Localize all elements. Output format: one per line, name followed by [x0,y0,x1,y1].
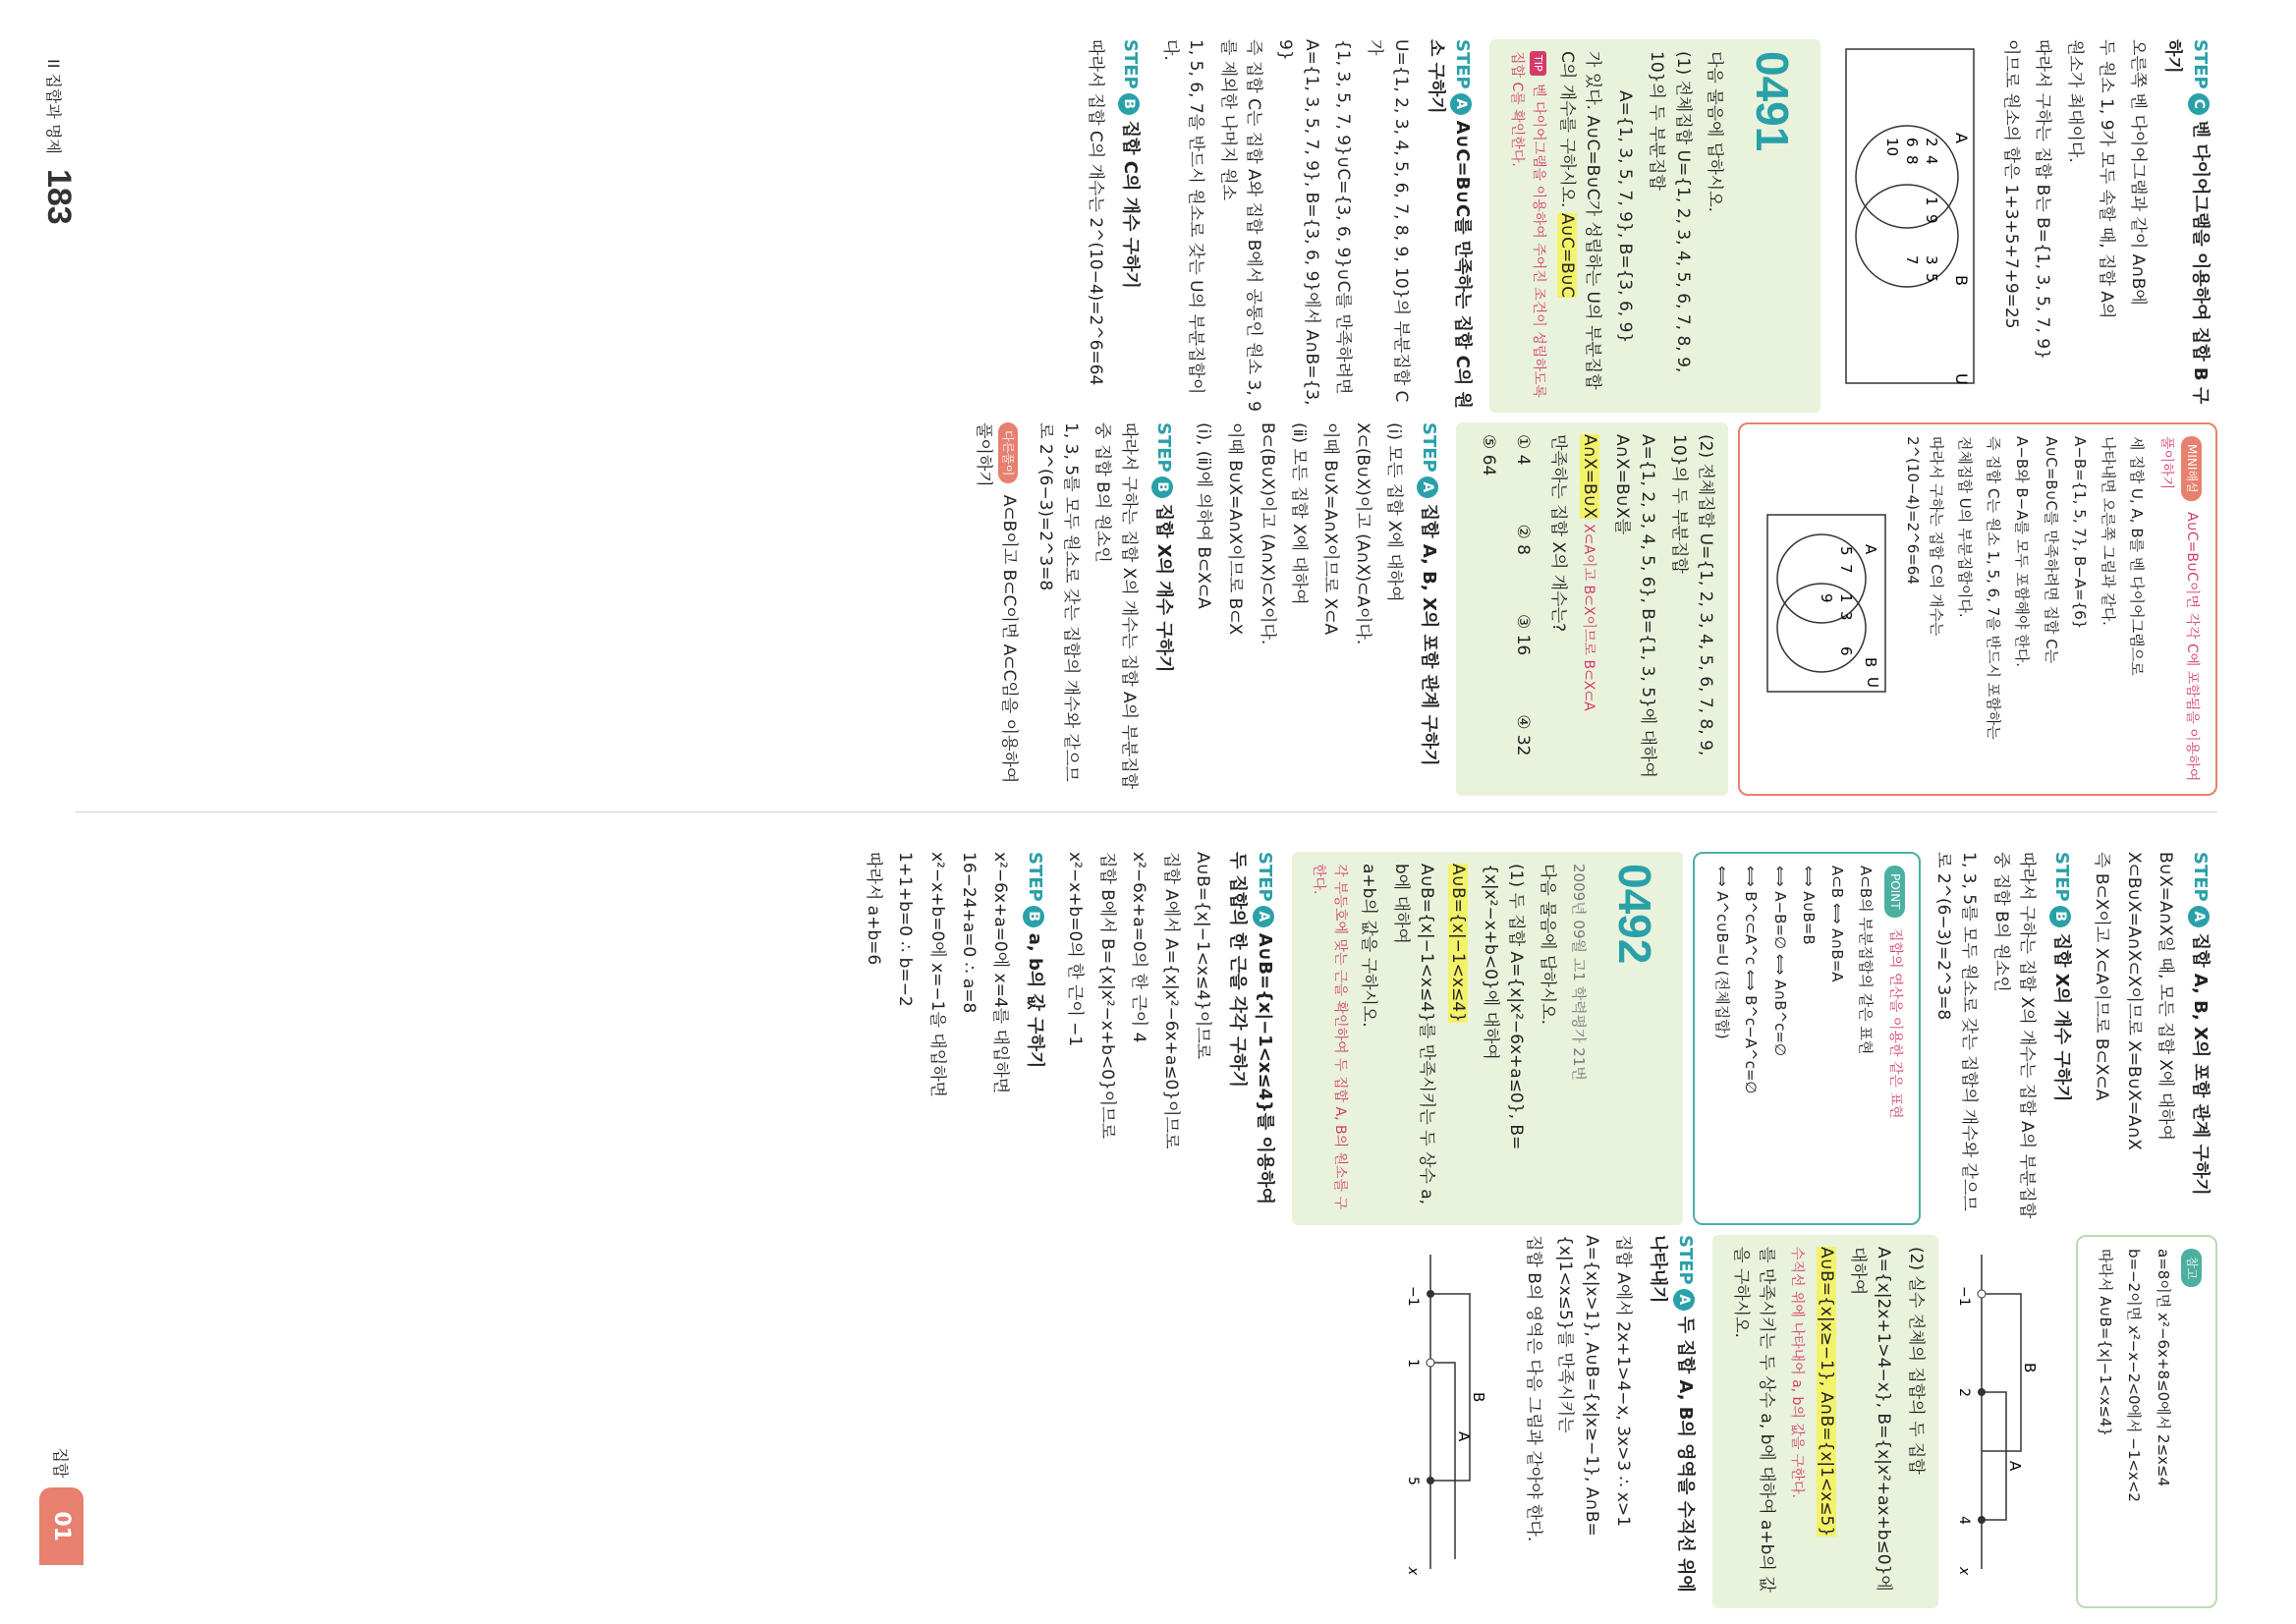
venn-element-both: 9 [1923,214,1941,224]
point-title-row [1882,866,1908,1211]
step-label: STEP [1452,39,1474,89]
solution-line: B⊂(B∪X)이고 (A∩X)⊂X이다. [1257,422,1277,645]
number-line-2-tick-2: 5 [1404,1477,1421,1485]
solution-line: 즉 B⊂X이고 X⊂A이므로 B⊂X⊂A [2092,852,2112,1101]
number-line-1-point-minus1 [1978,1290,1986,1298]
note-title-row [2180,1249,2206,1595]
number-line-2-a-range [1430,1363,1455,1559]
mini-line: A−B와 B−A를 모두 포함해야 한다. [2013,436,2032,667]
question-2-tip: X⊂A이고 B⊂X이므로 B⊂X⊂A [1581,524,1597,711]
step-label: STEP [1674,1235,1696,1285]
solution-line: A∪B={x|−1<x≤4}이므로 [1192,852,1212,1060]
q0492-2-tip: 수직선 위에 나타내어 a, b의 값을 구한다. [1789,1247,1806,1498]
number-line-1-b-label: B [2020,1363,2039,1373]
problem-source: 2009년 09월 고1 학력평가 21번 [1569,864,1588,1081]
page-number: 183 [40,168,78,225]
solution-line: 따라서 구하는 집합 X의 개수는 집합 A의 부분집합 중 집합 B의 원소인 [1092,422,1139,790]
step-header [1644,1235,1699,1608]
problem-0491-box [1489,39,1820,413]
venn-element-a-only: 6 [1903,138,1922,147]
solution-line: x²−x+b=0에 x=−1을 대입하면 [926,852,947,1097]
question-2-line: (2) 전체집합 U={1, 2, 3, 4, 5, 6, 7, 8, 9, 10}의 두 부분집합 [1669,434,1715,756]
solution-line: 이때 B∪X=A∩X이므로 B⊂X [1225,422,1246,636]
number-line-2-b-label: B [1469,1392,1487,1403]
question-2-sets [1608,434,1660,784]
mini-solution-box [1738,422,2217,796]
step-letter-badge: A [1450,93,1472,115]
step-c-block [1998,39,2214,413]
step-letter-badge: C [2188,93,2210,115]
solution-line: 1+1+b=0 ∴ b=−2 [895,852,916,1007]
solution-line: (ⅰ) 모든 집합 X에 대하여 [1384,422,1405,602]
mini-line: A∪C=B∪C를 만족하려면 집합 C는 [2042,436,2060,664]
step-header [1149,422,1177,796]
answer-choice[interactable]: ③ 16 [1512,613,1533,656]
number-line-2-tick-1: 1 [1404,1359,1421,1368]
mini-line: 전체집합 U의 부분집합이다. [1955,436,1974,618]
solution-line: 따라서 집합 C의 개수는 2^(10−4)=2^6=64 [1085,39,1105,386]
note-line: a=8이면 x²−6x+8≤0에서 2≤x≤4 [2154,1249,2172,1487]
problem-0491-2-box [1456,422,1728,796]
solution-line: 따라서 구하는 집합 B는 B={1, 3, 5, 7, 9} [2033,39,2053,360]
venn-element-b-only: 5 [1923,273,1941,283]
step-title: 집합 A, B, X의 포함 관계 구하기 [2190,932,2211,1196]
solution-line: 집합 B의 영역은 다음 그림과 같아야 한다. [1524,1235,1543,1542]
q0492-highlight: A∪B={x|−1<x≤4} [1448,864,1469,1023]
alt-solution-row [971,422,1023,796]
answer-choice[interactable]: ④ 32 [1512,714,1533,756]
step-label: STEP [1152,422,1174,473]
venn-element-b-only: 6 [1837,646,1856,656]
solution-0492-steps [861,852,1278,1225]
step-header [2158,39,2213,413]
note-line: b=−2이면 x²−x−2<0에서 −1<x<2 [2125,1249,2144,1502]
column-0492-part2 [1386,1235,2227,1608]
question-1-sets: A={1, 3, 5, 7, 9}, B={3, 6, 9} [1614,90,1635,344]
step-header [2186,852,2213,1225]
tip-row [1505,51,1547,401]
solution-line: 따라서 구하는 집합 X의 개수는 집합 A의 부분집합 중 집합 B의 원소인 [1990,852,2038,1219]
solution-0491-count [1082,39,1143,413]
number-line-1-a-label: A [2005,1461,2024,1472]
tip-text: 벤 다이어그램을 이용하여 주어진 조건이 성립하도록 집합 C를 확인한다. [1509,51,1546,398]
number-line-2-tick-0: −1 [1404,1286,1421,1307]
problem-number: 0491 [1747,51,1799,152]
chapter-tab: 01 [39,1487,84,1565]
q0492-2-cond-row [1813,1247,1838,1596]
solution-line: X⊂B∪X=A∩X⊂X이므로 X=B∪X=A∩X [2123,852,2144,1150]
point-line: ⟺ B^c⊂A^c ⟺ B^c−A^c=∅ [1742,866,1761,1094]
question-1-line: (1) 전체집합 U={1, 2, 3, 4, 5, 6, 7, 8, 9, 10}의 두 부분집합 [1647,51,1693,373]
problem-0492-box [1292,852,1683,1225]
number-line-1-b-range [1982,1294,2021,1451]
solution-0491-steps [1157,39,1477,413]
problem-prompt-0492: 다음 물음에 답하시오. [1538,864,1558,1026]
step-label: STEP [2051,852,2073,902]
mini-lines [1901,436,2148,782]
solution-line: 1, 3, 5를 모두 원소로 갖는 집합의 개수와 같으므로 2^(6−3)=2^3=8 [1035,422,1082,782]
venn-universe-label: U [1952,373,1972,385]
chapter-label: 집합 [51,1447,70,1479]
number-line-1-axis-label: x [1955,1567,1972,1576]
question-1-highlight: A∪C=B∪C [1557,212,1578,299]
answer-choice[interactable]: ② 8 [1512,524,1533,555]
step-label: STEP [1254,852,1275,902]
number-line-2-axis-label: x [1404,1567,1421,1576]
note-box [2076,1235,2217,1608]
point-lines [1710,866,1877,1211]
number-line-1-tick-1: 2 [1955,1388,1972,1397]
question-2-ask: 만족하는 집합 X의 개수는? [1548,434,1568,633]
q0492-line: (1) 두 집합 A={x|x²−6x+a≤0}, B={x|x²−x+b<0}에 대하여 [1480,864,1527,1150]
mini-line: 세 집합 U, A, B를 벤 다이어그램으로 [2128,436,2147,676]
step-title: a, b의 값 구하기 [1025,932,1046,1069]
venn-diagram-2 [1758,436,1895,770]
q0492-tip: 각 부등호에 맞는 근을 확인하여 두 집합 A, B의 원소를 구한다. [1311,864,1349,1210]
column-0491-part2 [965,422,2227,796]
solution-line: (ⅱ) 모든 집합 X에 대하여 [1289,422,1310,605]
point-line: A⊂B ⟺ A∩B=A [1828,866,1847,982]
venn-diagram-1 [1837,39,1985,393]
solution-line: 즉 집합 C는 집합 A와 집합 B에서 공통인 원소 3, 9를 제외한 나머지 원소 [1217,39,1263,412]
q0492-2-ask: 를 만족시키는 두 상수 a, b에 대하여 a+b의 값을 구하시오. [1731,1247,1777,1593]
question-1-ask [1554,51,1606,401]
problem-number-0492: 0492 [1608,864,1660,965]
problem-0492-2-box [1712,1235,1938,1608]
step-label: STEP [2190,852,2211,902]
step-letter-badge: A [1253,906,1274,927]
venn-element-b-only: 3 [1923,255,1941,265]
note-lines [2094,1249,2174,1595]
q0492-2-sets: A={x|2x+1>4−x}, B={x|x²+ax+b≤0}에 대하여 [1847,1247,1894,1592]
column-0492 [855,852,2227,1225]
step-label: STEP [1418,422,1439,473]
venn-circle-b [1857,185,1959,287]
solution-line: {1, 3, 5, 7, 9}∪C={3, 6, 9}∪C를 만족하려면 [1332,39,1353,395]
step-title: 집합 X의 개수 구하기 [2051,932,2073,1102]
venn2-numbers [1818,546,1855,656]
alt-solution-text: A⊂B이고 B⊂C이면 A⊂C임을 이용하여 풀이하기 [974,422,1020,784]
step-title: 벤 다이어그램을 이용하여 집합 B 구하기 [2162,39,2211,405]
mini-line: 즉 집합 C는 원소 1, 5, 6, 7을 반드시 포함하는 [1985,436,2003,740]
number-line-2-point-1 [1427,1359,1434,1367]
solution-line: 16−24+a=0 ∴ a=8 [958,852,979,1014]
venn-element-a-only: 2 [1923,138,1941,147]
point-line: A⊂B의 부분집합의 같은 표현 [1857,866,1876,1055]
solution-line: x²−6x+a=0의 한 근이 4 [1129,852,1149,1043]
step-header [1422,39,1477,413]
step-label: STEP [2190,39,2211,89]
step-letter-badge: B [2049,906,2071,927]
note-badge: 참고 [2181,1249,2202,1287]
point-badge: POINT [1884,866,1905,918]
step-title: 집합 X의 개수 구하기 [1152,503,1174,673]
point-box [1693,852,1921,1225]
answer-choices [1476,434,1536,784]
answer-choice[interactable]: ⑤ 64 [1479,434,1499,476]
venn-element-both: 9 [1818,593,1836,603]
point-line: ⟺ A∪B=B [1799,866,1818,945]
point-line: ⟺ A−B=∅ ⟺ A∩B^c=∅ [1770,866,1789,1057]
solution-line: 이므로 원소의 합은 1+3+5+7+9=25 [2000,39,2021,329]
solution-line: X⊂(B∪X)이고 (A∩X)⊂A이다. [1352,422,1372,645]
solution-line: A={x|x>1}, A∪B={x|x≥−1}, A∩B={x|1<x≤5}를 만족시키는 [1555,1235,1601,1537]
venn-element-both: 3 [1837,611,1856,621]
question-2-highlight: A∩X=B∪X [1580,434,1600,519]
step-letter-badge: A [1417,476,1438,498]
step-letter-badge: A [1673,1289,1695,1311]
venn-element-a-only: 7 [1837,564,1856,574]
solution-line: 1, 5, 6, 7을 반드시 원소로 갖는 U의 부분집합이다. [1159,39,1206,395]
solution-line: 두 원소 1, 9가 모두 속할 때, 집합 A의 [2096,39,2116,319]
footer-left [39,59,78,225]
step-letter-badge: B [1118,93,1140,115]
step-label: STEP [1119,39,1141,89]
solution-0492-2-steps [1521,1235,1699,1608]
step-header [2047,852,2075,1225]
q0492-2-line: (2) 실수 전체의 집합의 두 집합 [1905,1247,1926,1475]
venn-element-both: 1 [1837,593,1856,603]
solution-line: x²−6x+a=0에 x=4를 대입하면 [990,852,1011,1094]
venn2-universe-label: U [1864,677,1882,688]
solution-0491-2-steps [1032,422,1442,796]
q0492-line-c: a+b의 값을 구하시오. [1359,864,1379,1028]
mini-line: A−B={1, 5, 7}, B−A={6} [2070,436,2089,630]
question-2-sets-text: A={1, 2, 3, 4, 5, 6}, B={1, 3, 5}에 대하여 A∩X=B∪X를 [1611,434,1658,778]
solution-line: U={1, 2, 3, 4, 5, 6, 7, 8, 9, 10}의 부분집합 C가 [1365,39,1411,403]
step-header [1223,852,1278,1225]
step-header [1116,39,1144,413]
footer-right [39,1447,84,1565]
solution-line: A={1, 3, 5, 7, 9}, B={3, 6, 9}에서 A∩B={3, 9} [1275,39,1321,406]
number-line-1-tick-0: −1 [1955,1286,1972,1307]
number-line-2-b-range [1430,1294,1470,1481]
q0492-2-cond: A∪B={x|x≥−1}, A∩B={x|1<x≤5} [1816,1247,1836,1538]
step-title: 집합 A, B, X의 포함 관계 구하기 [1418,503,1439,766]
step-label: STEP [1025,852,1046,902]
note-line: 따라서 A∪B={x|−1<x≤4} [2097,1249,2115,1437]
solution-line: 집합 A에서 A={x|x²−6x+a≤0}이므로 [1160,852,1181,1149]
point-line: ⟺ A^c∪B=U (전체집합) [1713,866,1732,1039]
solution-line: 이때 B∪X=A∩X이므로 X⊂A [1320,422,1341,636]
solution-line: 집합 B에서 B={x|x²−x+b<0}이므로 [1096,852,1117,1140]
venn-element-a-only: 5 [1837,546,1856,556]
column-0491 [1076,39,2227,413]
number-line-2-a-label: A [1454,1431,1473,1442]
venn-label-a: A [1952,133,1972,143]
step-header [1415,422,1442,796]
number-line-2-point-5 [1427,1477,1434,1484]
mini-badge: MINI해설 [2181,436,2202,501]
step-letter-badge: B [1023,906,1044,927]
mini-line: 따라서 구하는 집합 C의 개수는 2^(10−4)=2^6=64 [1904,436,1945,637]
number-line-1-point-4 [1978,1516,1986,1524]
point-title: 집합의 연산을 이용한 같은 표현 [1886,927,1903,1119]
solution-line: B∪X=A∩X일 때, 모든 집합 X에 대하여 [2156,852,2176,1142]
solution-line: 집합 A에서 2x+1>4−x, 3x>3 ∴ x>1 [1613,1235,1634,1527]
venn-element-a-only: 10 [1883,138,1902,157]
venn-element-both: 1 [1923,196,1941,206]
venn2-label-b: B [1862,657,1880,668]
tip-badge: TIP [1530,51,1546,76]
venn2-label-a: A [1862,544,1880,555]
answer-choice[interactable]: ① 4 [1512,434,1533,466]
solution-line: 1, 3, 5를 모두 원소로 갖는 집합의 개수와 같으므로 2^(6−3)=2^3=8 [1933,852,1980,1211]
stepA-bottom-block [1931,852,2213,1225]
venn-element-a-only: 4 [1923,155,1941,165]
venn-element-b-only: 7 [1903,255,1922,265]
venn-element-a-only: 8 [1903,155,1922,165]
number-line-1 [1952,1235,2060,1589]
page-half-0492 [0,812,2296,1624]
step-header [1021,852,1048,1225]
number-line-1-tick-2: 4 [1955,1516,1972,1525]
mini-line: 나타내면 오른쪽 그림과 같다. [2100,436,2118,626]
step-title: 두 집합 A, B의 영역을 수직선 위에 나타내기 [1647,1235,1696,1593]
number-line-2 [1401,1235,1509,1589]
mini-title-row [2154,436,2206,782]
mini-title: A∪C=B∪C이면 각각 C에 포함됨을 이용하여 풀이하기 [2157,436,2200,782]
step-title: A∪B={x|−1<x≤4}를 이용하여 두 집합의 한 근을 각각 구하기 [1226,852,1275,1205]
venn-label-b: B [1952,275,1972,286]
number-line-1-point-2 [1978,1388,1986,1396]
solution-line: (ⅰ), (ⅱ)에 의하여 B⊂X⊂A [1194,422,1214,609]
q0492-highlight-row [1445,864,1471,1213]
step-title: A∪C=B∪C를 만족하는 집합 C의 원소 구하기 [1425,39,1474,409]
step-letter-badge: A [2188,906,2210,927]
step-title: 집합 C의 개수 구하기 [1119,120,1141,289]
alt-solution-badge: 다른풀이 [998,422,1019,483]
number-line-1-a-range [1982,1392,2006,1520]
solution-line: 원소가 최대이다. [2064,39,2085,163]
number-line-2-point-minus1 [1427,1290,1434,1298]
question-1-ask-text: 가 있다. A∪C=B∪C가 성립하는 U의 부분집합 C의 개수를 구하시오. [1557,51,1603,390]
venn-numbers [1884,138,1941,283]
step-letter-badge: B [1151,476,1173,498]
solution-line: 따라서 a+b=6 [863,852,883,966]
section-title: II 집합과 명제 [44,59,63,154]
problem-prompt: 다음 물음에 답하시오. [1704,51,1724,213]
question-2-highlight-row [1577,434,1602,784]
solution-line: x²−x+b=0의 한 근이 −1 [1065,852,1086,1047]
q0492-line-b: A∪B={x|−1<x≤4}를 만족시키는 두 상수 a, b에 대하여 [1390,864,1437,1205]
solution-line: 오른쪽 벤 다이어그램과 같이 A∩B에 [2128,39,2149,306]
